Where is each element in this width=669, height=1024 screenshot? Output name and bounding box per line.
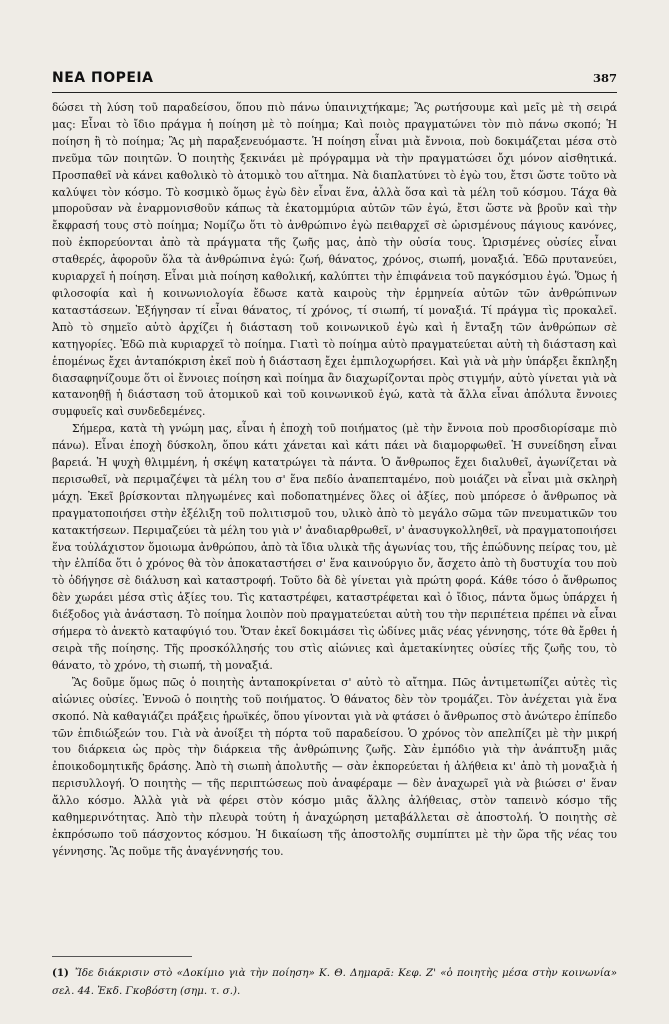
footnote <box>52 964 617 1000</box>
paragraph: Σήμερα, κατὰ τὴ γνώμη μας, εἶναι ἡ ἐποχὴ τοῦ ποιήματος (μὲ τὴν ἔννοια ποὺ προσδιορίσαμε πιὸ πάνω). Εἶναι ἐποχὴ δύσκολη, ὅπου κάτι χάνεται καὶ κάτι πάει νὰ διαμορφωθεῖ. Ἡ συνείδηση εἶναι βαρειά. Ἡ ψυχὴ θλιμμένη, ἡ σκέψη κατατρώγει τὰ πάντα. Ὁ ἄνθρωπος ἔχει διαλυθεῖ, ἀγωνίζεται νὰ περισωθεῖ, νὰ περιμαζέψει τὰ μέλη του σ' ἕνα πεδίο ἀναπεπταμένο, ποὺ μοιάζει νὰ εἶναι μιὰ σκληρὴ μάχη. Ἐκεῖ βρίσκονται πληγωμένες καὶ ποδοπατημένες ὅλες οἱ ἀξίες, ποὺ μπόρεσε ὁ ἄνθρωπος νὰ πραγματοποιήσει στὴν ἐξέλιξη τοῦ πολιτισμοῦ του, υλικὸ ἀπὸ τὸ μεγάλο σῶμα τῶν πνευματικῶν του κατακτήσεων. Περιμαζεύει τὰ μέλη του γιὰ ν' ἀναδιαρθρωθεῖ, ν' ἀνασυγκολληθεῖ, νὰ πραγματοποιήσει ἕνα τοὐλάχιστον ὅμοιωμα ἀνθρώπου, ἀπὸ τὰ ἴδια υλικὰ τῆς ἀγωνίας του, τῆς ἐπώδυνης πείρας του, μὲ τὴν ἐλπίδα ὅτι ὁ χρόνος θὰ τὸν ἀποκαταστήσει σ' ἕνα καινούργιο ὄν, ἄσχετο ἀπὸ τὴ δυστυχία του ποὺ τὸ ὁδήγησε σὲ διάλυση καὶ καταστροφή. Τοῦτο δὰ δὲ γίνεται γιὰ πρώτη φορά. Κάθε τόσο ὁ ἄνθρωπος δὲν χωράει μέσα στὶς ἀξίες του. Τὶς καταστρέφει, καταστρέφεται καὶ ὁ ἴδιος, πάντα ὅμως ὑπάρχει ἡ διέξοδος γιὰ ἀνάσταση. Τὸ ποίημα λοιπὸν ποὺ πραγματεύεται αὐτὴ του τὴν περιπέτεια πρέπει νὰ εἶναι σήμερα τὸ ἀνεκτὸ καταφύγιό του. Ὅταν ἐκεῖ δοκιμάσει τὶς ὠδίνες μιᾶς νέας γέννησης, τότε θὰ ἔρθει ἡ σειρὰ τῆς ποίησης. Τῆς προσκόλλησής του στὶς αἰώνιες καὶ ἀμετακίνητες οὐσίες τῆς ζωῆς του, τὸ θάνατο, τὸ χρόνο, τὴ σιωπή, τὴ μοναξιά. <box>52 422 617 672</box>
running-header <box>52 70 617 90</box>
journal-title: ΝΕΑ ΠΟΡΕΙΑ <box>52 70 154 86</box>
footnote-rule <box>52 956 192 957</box>
header-rule <box>52 92 617 93</box>
paragraph: Ἂς δοῦμε ὅμως πῶς ὁ ποιητὴς ἀνταποκρίνεται σ' αὐτὸ τὸ αἴτημα. Πῶς ἀντιμετωπίζει αὐτὲς τὶς αἰώνιες οὐσίες. Ἐννοῶ ὁ ποιητὴς τοῦ ποιήματος. Ὁ θάνατος δὲν τὸν τρομάζει. Τὸν ἀνέχεται γιὰ ἕνα σκοπό. Νὰ καθαγιάζει πράξεις ἡρωϊκές, ὅπου γίνονται γιὰ νὰ φτάσει ὁ ἄνθρωπος στὸ ἀνώτερο ἐπίπεδο τῶν ἐπιδιώξεών του. Γιὰ νὰ ἀνοίξει τὴ πόρτα τοῦ παραδείσου. Ὁ χρόνος τὸν απελπίζει μὲ τὴν μικρή του διάρκεια ὡς πρὸς τὴν διάρκεια τῆς ἀνθρώπινης ζωῆς. Σὰν ἐμπόδιο γιὰ τὴν ἀνάπτυξη μιᾶς ἐποικοδομητικῆς δράσης. Ἀπὸ τὴ σιωπὴ ἀπολυτῆς — σὰν ἐκπορεύεται ἡ ἀλήθεια κι' ἀπὸ τὴ μοναξιὰ ἡ περισυλλογή. Ὁ ποιητὴς — τῆς περιπτώσεως ποὺ ἀναφέραμε — δὲν ἀναχωρεῖ γιὰ νὰ βιώσει σ' ἕναν ἄλλο κόσμο. Ἀλλὰ γιὰ νὰ φέρει στὸν κόσμο μιᾶς ἄλλης ἀλήθειας, στὸν ταπεινὸ κόσμο τῆς καθημερινότητας. Ἀπὸ τὴν πλευρὰ τούτη ἡ ἀναχώρηση μεταβάλλεται σὲ ἀποστολή. Ὁ ποιητὴς σὲ ἐκπρόσωπο τοῦ πάσχοντος κόσμου. Ἡ δικαίωση τῆς ἀποστολῆς συμπίπτει μὲ τὴν ὥρα τῆς νέας του γέννησης. Ἂς ποῦμε τῆς ἀναγέννησής του. <box>52 675 617 858</box>
paragraph: δώσει τὴ λύση τοῦ παραδείσου, ὅπου πιὸ πάνω ὑπαινιχτήκαμε; Ἂς ρωτήσουμε καὶ μεῖς μὲ τὴ σειρά μας: Εἶναι τὸ ἴδιο πράγμα ἡ ποίηση μὲ τὸ ποίημα; Καὶ ποιὸς πραγματώνει τὸν πιὸ πάνω σκοπό; Ἡ ποίηση ἢ τὸ ποίημα; Ἂς μὴ παραξενευόμαστε. Ἡ ποίηση εἶναι μιὰ ἔννοια, ποὺ δοκιμάζεται μέσα στὸ πνεῦμα τῶν ποιητῶν. Ὁ ποιητὴς ξεκινάει μὲ πρόγραμμα νὰ τὴν πραγματώσει ὄχι μόνον αἰσθητικά. Προσπαθεῖ νὰ κάνει καθολικὸ τὸ ἀτομικὸ του αἴτημα. Νὰ διαπλατύνει τὸ ἐγὼ του, ἔτσι ὥστε τοῦτο νὰ καλύψει τὸν κόσμο. Τὸ κοσμικὸ ὅμως ἐγὼ δὲν εἶναι ἕνα, ἀλλὰ ὅσα καὶ τὰ μέλη τοῦ κόσμου. Τάχα θὰ μποροῦσαν νὰ ἐναρμονισθοῦν κάπως τὰ ἑκατομμύρια αὐτῶν τῶν ἐγώ, ἔτσι ὥστε νὰ βροῦν καὶ τὴν ἔκφρασή τους στὸ ποίημα; Νομίζω ὅτι τὸ ἀνθρώπινο ἐγὼ πειθαρχεῖ σὲ ὡρισμένους πάγιους κανόνες, ποὺ ἐκπορεύονται ἀπὸ τὰ πράγματα τῆς ζωῆς μας, ἀπὸ τὴν οὐσία τους. Ὡρισμένες οὐσίες εἶναι σταθερές, ἀφοροῦν ὅλα τὰ ἀνθρώπινα ἐγώ: ζωή, θάνατος, χρόνος, σιωπή, μοναξιά. Ἐδῶ πρυτανεύει, κυριαρχεῖ ἡ ποίηση. Εἶναι μιὰ ποίηση καθολική, καλύπτει τὴν ἐπιφάνεια τοῦ παγκόσμιου ἐγώ. Ὅμως ἡ φιλοσοφία καὶ ἡ κοινωνιολογία ἔδωσε κατὰ καιροὺς τὴν ἑρμηνεία αὐτῶν τῶν ἀνθρώπινων καταστάσεων. Ἐξήγησαν τί εἶναι θάνατος, τί χρόνος, τί σιωπή, τί μοναξιά. Τί πράγμα τὶς προκαλεῖ. Ἀπὸ τὸ σημεῖο αὐτὸ ἀρχίζει ἡ διάσταση τοῦ κοινωνικοῦ ἐγὼ καὶ ἡ ἔνταξη τῶν ἀνθρώπων σὲ κατηγορίες. Ἐδῶ πιὰ κυριαρχεῖ τὸ ποίημα. Γιατὶ τὸ ποίημα αὐτὸ πραγματεύεται αὐτὴ τὴ διάσταση καὶ ἑπομένως ἔχει ἀνταπόκριση ἐκεῖ ποὺ ἡ διάσταση ἔχει ἐμπιλοχωρήσει. Καὶ γιὰ νὰ μὴν ὑπάρξει ἔκπληξη διασαφηνίζουμε ὅτι οἱ ἔννοιες ποίηση καὶ ποίημα ἂν διαχωρίζονται πρὸς στιγμήν, αὐτὸ γίνεται γιὰ νὰ κατανοηθῇ ἡ διάσταση τοῦ ἀτομικοῦ καὶ τοῦ κοινωνικοῦ ἐγώ, κατὰ τὰ ἄλλα εἶναι ἀπόλυτα ἔννοιες συμφυεῖς καὶ συνδεδεμένες. <box>52 101 617 419</box>
article-body <box>52 100 617 861</box>
footnote-text: Ἴδε διάκρισιν στὸ «Δοκίμιο γιὰ τὴν ποίηση» Κ. Θ. Δημαρᾶ: Κεφ. Ζ' «ὁ ποιητὴς μέσα στὴν κοινωνία» σελ. 44. Ἐκδ. Γκοβόστη (σημ. τ. σ.). <box>52 967 617 997</box>
footnote-mark: (1) <box>52 967 69 979</box>
page-number: 387 <box>592 71 617 85</box>
